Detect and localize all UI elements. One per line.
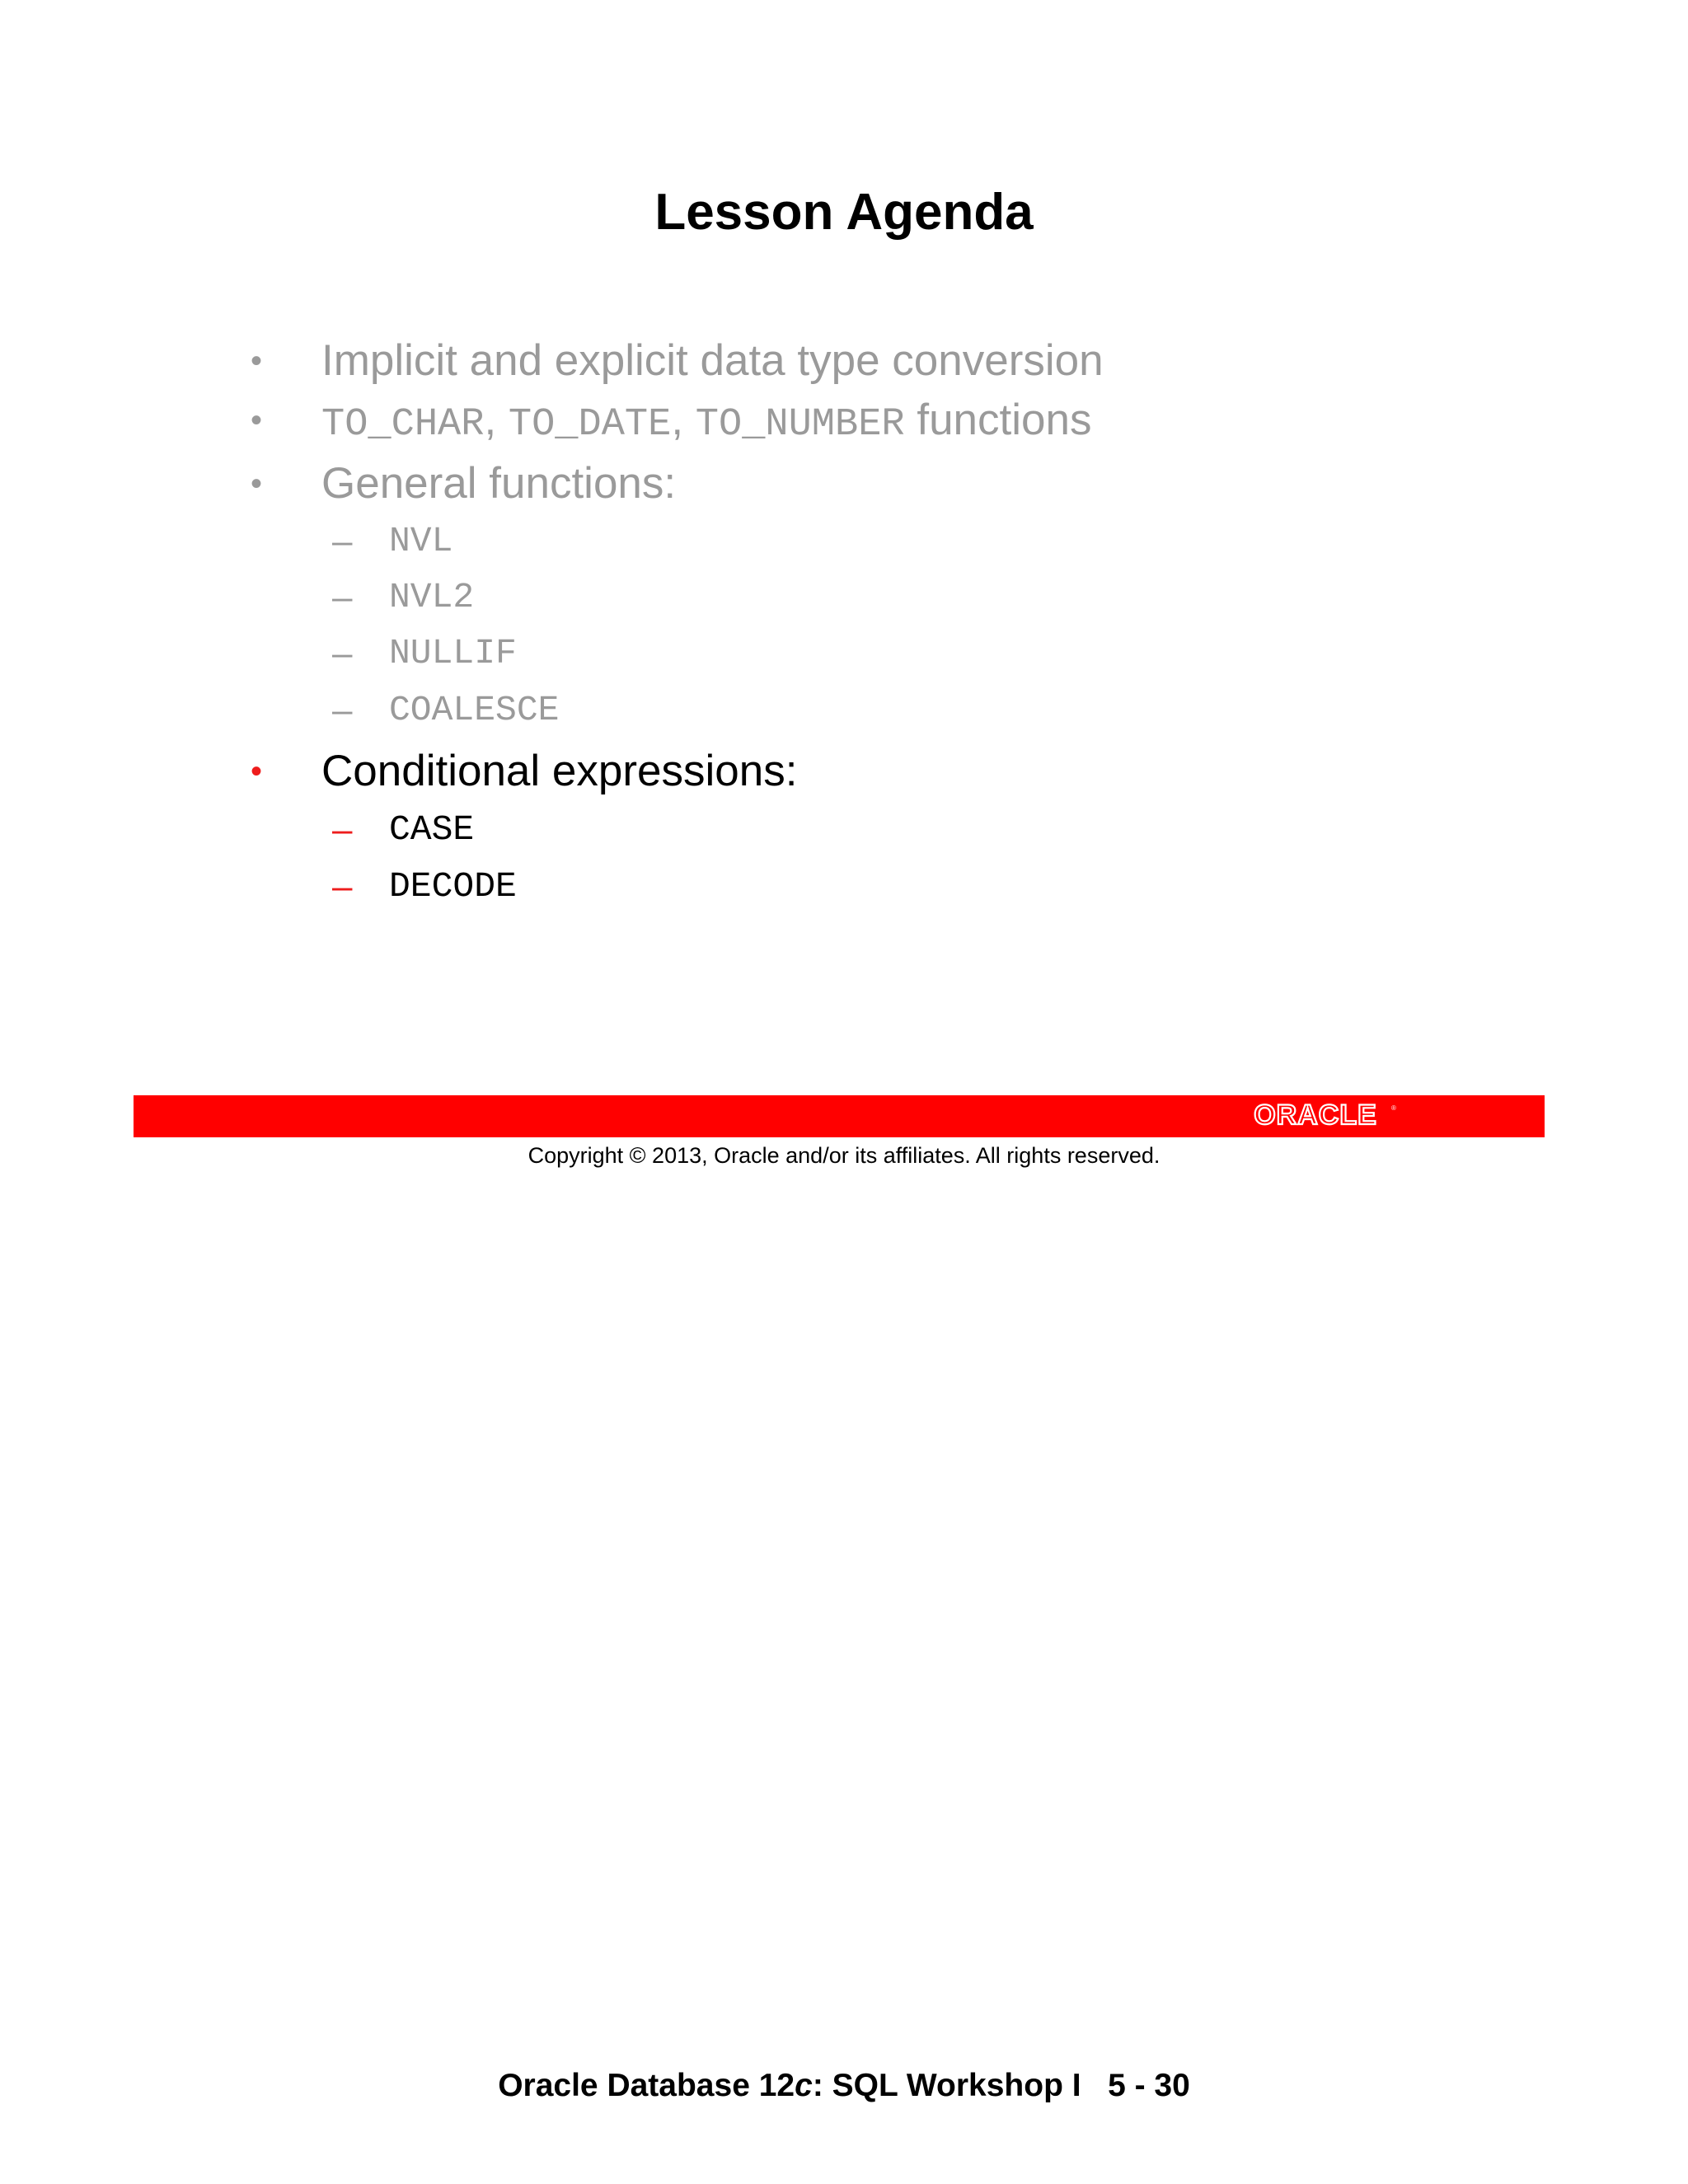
sub-item-label: DECODE: [389, 866, 517, 907]
bullet: •: [250, 466, 262, 502]
agenda-item-label: [321, 396, 1091, 450]
sub-item-label: NVL: [389, 521, 453, 561]
dash: –: [332, 521, 353, 561]
code-to-number: TO_NUMBER: [695, 403, 905, 447]
agenda-item-label: General functions:: [321, 459, 677, 508]
dash: –: [332, 809, 353, 850]
oracle-logo: [1233, 1099, 1398, 1132]
svg-text:ORACLE: ORACLE: [1254, 1099, 1377, 1131]
bullet: •: [250, 343, 262, 379]
functions-label: functions: [904, 396, 1092, 444]
agenda-item-label: Conditional expressions:: [321, 747, 798, 795]
footer-italic: c: [795, 2068, 813, 2103]
footer-prefix: Oracle Database 12: [498, 2068, 795, 2103]
bullet: •: [250, 753, 262, 790]
dash: –: [332, 633, 353, 673]
sub-item-label: CASE: [389, 809, 475, 850]
sub-item-label: COALESCE: [389, 690, 560, 730]
code-to-date: TO_DATE: [508, 403, 672, 447]
agenda-item-label: Implicit and explicit data type conversion: [321, 336, 1104, 385]
page-footer: [0, 2065, 1688, 2107]
bullet: •: [250, 402, 262, 438]
separator: ,: [484, 396, 509, 444]
separator: ,: [671, 396, 696, 444]
dash: –: [332, 866, 353, 907]
footer-banner: [134, 1095, 1545, 1137]
copyright-notice: Copyright © 2013, Oracle and/or its affiliates. All rights reserved.: [528, 1143, 1160, 1168]
code-to-char: TO_CHAR: [321, 403, 485, 447]
sub-item-label: NULLIF: [389, 633, 517, 673]
dash: –: [332, 577, 353, 617]
sub-item-label: NVL2: [389, 577, 475, 617]
footer-suffix: : SQL Workshop I 5 - 30: [812, 2068, 1190, 2103]
slide-title: Lesson Agenda: [654, 184, 1034, 241]
dash: –: [332, 690, 353, 730]
svg-text:®: ®: [1391, 1104, 1396, 1112]
